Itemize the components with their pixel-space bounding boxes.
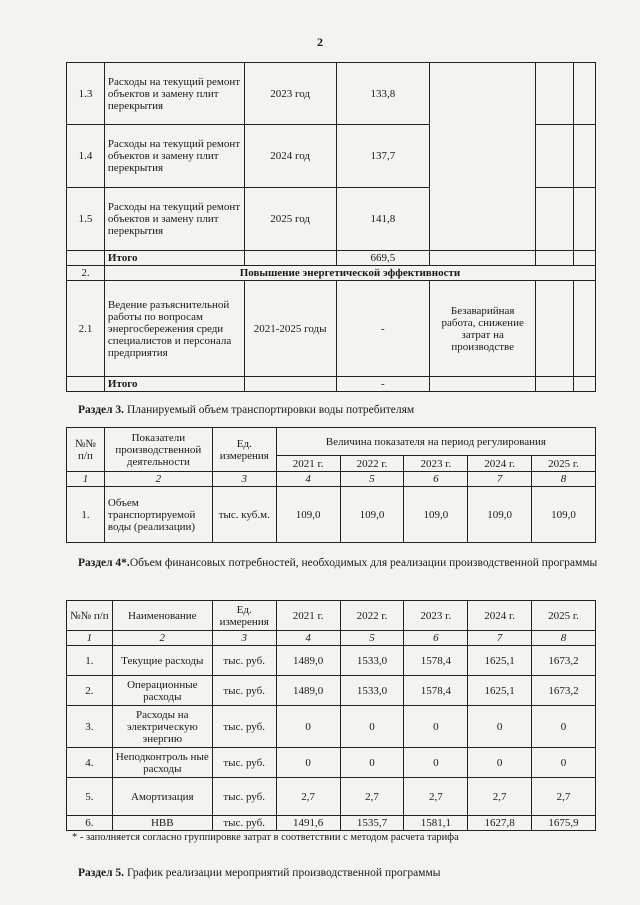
row-value: 1625,1 [468, 646, 532, 676]
total-label: Итого [104, 251, 244, 266]
header-name: Показатели производственной деятельности [104, 428, 212, 472]
row-unit: тыс. руб. [212, 816, 276, 831]
row-value: 0 [340, 706, 404, 748]
empty-cell [536, 125, 574, 188]
table-row [67, 646, 596, 676]
financial-needs-table [66, 600, 596, 831]
row-value: 133,8 [336, 63, 430, 125]
row-num: 2.1 [67, 281, 105, 377]
section-num: 2. [67, 266, 105, 281]
section-text: График реализации мероприятий производственной программы [124, 867, 441, 879]
table-row [67, 748, 596, 778]
row-value: 2,7 [276, 778, 340, 816]
row-num: 4. [67, 748, 113, 778]
table-row [67, 487, 596, 543]
section-row [67, 266, 596, 281]
empty-cell [536, 281, 574, 377]
table-row [67, 706, 596, 748]
measures-table [66, 62, 596, 392]
col-index: 3 [212, 631, 276, 646]
total-row [67, 251, 596, 266]
section-title: Повышение энергетической эффективности [104, 266, 595, 281]
section-4-heading [78, 556, 598, 570]
total-row [67, 377, 596, 392]
row-name: Объем транспортируемой воды (реализации) [104, 487, 212, 543]
row-num: 3. [67, 706, 113, 748]
col-index: 7 [468, 631, 532, 646]
row-value: 1533,0 [340, 646, 404, 676]
row-period: 2023 год [244, 63, 336, 125]
row-value: 1673,2 [532, 646, 596, 676]
header-row [67, 601, 596, 631]
row-num: 1. [67, 487, 105, 543]
table-row [67, 63, 596, 125]
row-period: 2025 год [244, 188, 336, 251]
row-unit: тыс. руб. [212, 748, 276, 778]
table-row [67, 281, 596, 377]
row-num: 6. [67, 816, 113, 831]
row-name: Расходы на электрическую энергию [112, 706, 212, 748]
empty-cell [244, 251, 336, 266]
year-header: 2022 г. [340, 456, 404, 472]
row-period: 2024 год [244, 125, 336, 188]
table-row [67, 816, 596, 831]
table-row [67, 676, 596, 706]
row-value: 0 [276, 706, 340, 748]
total-label: Итого [104, 377, 244, 392]
row-value: 1625,1 [468, 676, 532, 706]
row-value: 1535,7 [340, 816, 404, 831]
col-index: 6 [404, 472, 468, 487]
empty-cell [574, 251, 596, 266]
row-num: 5. [67, 778, 113, 816]
year-header: 2022 г. [340, 601, 404, 631]
year-header: 2021 г. [276, 601, 340, 631]
row-value: 0 [532, 748, 596, 778]
row-value: 2,7 [532, 778, 596, 816]
section-label: Раздел 5. [78, 867, 125, 879]
row-value: 1627,8 [468, 816, 532, 831]
row-name: Ведение разъяснительной работы по вопросам энергосбережения среди специалистов и персонала предприятия [104, 281, 244, 377]
section-label: Раздел 3. [78, 404, 125, 416]
row-name: Текущие расходы [112, 646, 212, 676]
empty-cell [574, 125, 596, 188]
row-value: 0 [468, 748, 532, 778]
col-index: 2 [104, 472, 212, 487]
empty-cell [536, 377, 574, 392]
empty-cell [574, 377, 596, 392]
row-value: 109,0 [404, 487, 468, 543]
total-value: - [336, 377, 430, 392]
year-header: 2023 г. [404, 456, 468, 472]
header-value: Величина показателя на период регулирования [276, 428, 595, 456]
row-value: 1491,6 [276, 816, 340, 831]
row-value: 141,8 [336, 188, 430, 251]
row-period: 2021-2025 годы [244, 281, 336, 377]
year-header: 2025 г. [532, 456, 596, 472]
row-value: 1581,1 [404, 816, 468, 831]
empty-cell [536, 188, 574, 251]
section-text: Объем финансовых потребностей, необходимых для реализации производственной программы [129, 557, 598, 569]
header-unit: Ед. измерения [212, 601, 276, 631]
col-index: 7 [468, 472, 532, 487]
row-value: 1578,4 [404, 646, 468, 676]
row-value: 109,0 [468, 487, 532, 543]
row-name: Амортизация [112, 778, 212, 816]
empty-cell [574, 281, 596, 377]
row-value: 2,7 [404, 778, 468, 816]
empty-cell [574, 188, 596, 251]
table-row [67, 778, 596, 816]
row-value: 137,7 [336, 125, 430, 188]
row-unit: тыс. руб. [212, 706, 276, 748]
row-num: 1. [67, 646, 113, 676]
total-value: 669,5 [336, 251, 430, 266]
header-name: Наименование [112, 601, 212, 631]
footnote: * - заполняется согласно группировке затрат в соответствии с методом расчета тарифа [72, 832, 459, 843]
row-num: 1.4 [67, 125, 105, 188]
empty-cell [67, 377, 105, 392]
row-effect: Безаварийная работа, снижение затрат на производстве [430, 281, 536, 377]
row-value: 1489,0 [276, 646, 340, 676]
col-index: 8 [532, 631, 596, 646]
row-unit: тыс. руб. [212, 646, 276, 676]
header-unit: Ед. измерения [212, 428, 276, 472]
transport-volume-table [66, 427, 596, 543]
row-unit: тыс. руб. [212, 778, 276, 816]
row-unit: тыс. руб. [212, 676, 276, 706]
col-index: 5 [340, 472, 404, 487]
section-3-heading [78, 403, 598, 417]
row-name: НВВ [112, 816, 212, 831]
section-label: Раздел 4*. [78, 557, 130, 569]
col-index: 1 [67, 631, 113, 646]
year-header: 2021 г. [276, 456, 340, 472]
empty-cell [430, 377, 536, 392]
row-value: 2,7 [340, 778, 404, 816]
row-value: - [336, 281, 430, 377]
empty-cell [430, 251, 536, 266]
row-name: Неподконтроль ные расходы [112, 748, 212, 778]
page-number: 2 [317, 35, 323, 49]
col-index: 5 [340, 631, 404, 646]
index-row [67, 631, 596, 646]
empty-cell [536, 251, 574, 266]
header-row [67, 428, 596, 456]
col-index: 4 [276, 631, 340, 646]
row-name: Расходы на текущий ремонт объектов и замену плит перекрытия [104, 63, 244, 125]
row-num: 1.3 [67, 63, 105, 125]
row-name: Операционные расходы [112, 676, 212, 706]
empty-cell [244, 377, 336, 392]
empty-cell [574, 63, 596, 125]
row-value: 109,0 [276, 487, 340, 543]
row-num: 1.5 [67, 188, 105, 251]
section-5-heading [78, 866, 440, 880]
year-header: 2025 г. [532, 601, 596, 631]
row-value: 0 [468, 706, 532, 748]
row-value: 0 [532, 706, 596, 748]
row-value: 1533,0 [340, 676, 404, 706]
header-num: №№ п/п [67, 428, 105, 472]
empty-cell [67, 251, 105, 266]
index-row [67, 472, 596, 487]
row-value: 109,0 [340, 487, 404, 543]
row-value: 1489,0 [276, 676, 340, 706]
row-value: 1673,2 [532, 676, 596, 706]
col-index: 2 [112, 631, 212, 646]
row-value: 2,7 [468, 778, 532, 816]
effect-cell [430, 63, 536, 251]
section-text: Планируемый объем транспортировки воды потребителям [124, 404, 415, 416]
row-num: 2. [67, 676, 113, 706]
col-index: 1 [67, 472, 105, 487]
row-value: 0 [404, 748, 468, 778]
col-index: 3 [212, 472, 276, 487]
row-value: 1675,9 [532, 816, 596, 831]
row-value: 0 [276, 748, 340, 778]
col-index: 6 [404, 631, 468, 646]
year-header: 2024 г. [468, 601, 532, 631]
row-value: 0 [404, 706, 468, 748]
row-value: 1578,4 [404, 676, 468, 706]
row-value: 0 [340, 748, 404, 778]
year-header: 2024 г. [468, 456, 532, 472]
row-value: 109,0 [532, 487, 596, 543]
col-index: 8 [532, 472, 596, 487]
col-index: 4 [276, 472, 340, 487]
row-unit: тыс. куб.м. [212, 487, 276, 543]
row-name: Расходы на текущий ремонт объектов и замену плит перекрытия [104, 188, 244, 251]
empty-cell [536, 63, 574, 125]
row-name: Расходы на текущий ремонт объектов и замену плит перекрытия [104, 125, 244, 188]
header-num: №№ п/п [67, 601, 113, 631]
year-header: 2023 г. [404, 601, 468, 631]
